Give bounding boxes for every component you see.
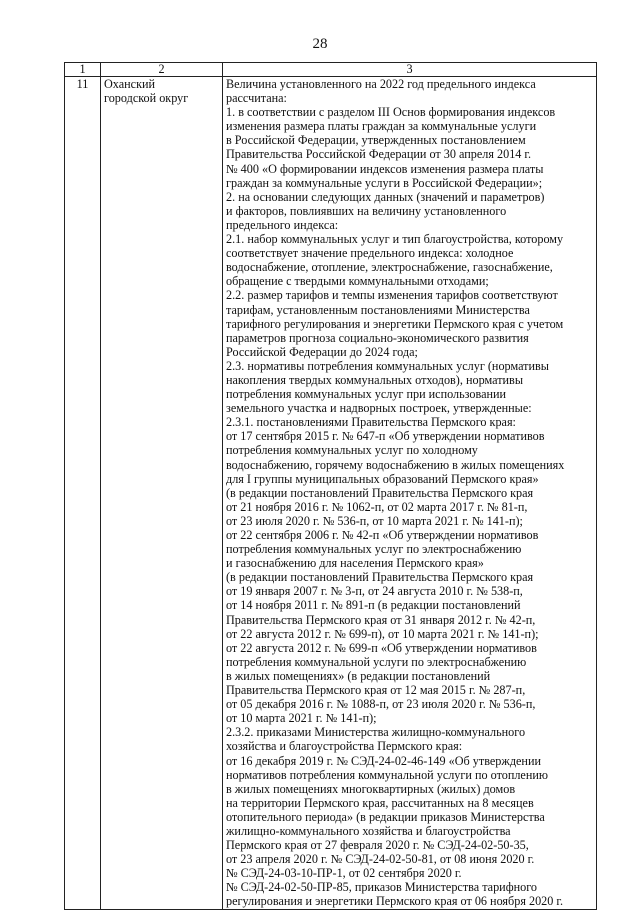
text-line: 2.1. набор коммунальных услуг и тип благоустройства, которому (226, 232, 564, 247)
text-line: и факторов, повлиявших на величину установленного (226, 203, 507, 218)
text-line: в Российской Федерации, утвержденных постановлением (226, 133, 526, 148)
text-line: от 22 августа 2012 г. № 699-п), от 10 марта 2021 г. № 141-п); (226, 626, 539, 641)
text-line: 2.3.1. постановлениями Правительства Пермского края: (226, 415, 516, 430)
text-line: Пермского края от 27 февраля 2020 г. № СЭД-24-02-50-35, (226, 838, 529, 853)
text-line: Величина установленного на 2022 год предельного индекса (226, 77, 536, 91)
text-line: водоснабжению, горячему водоснабжению в жилых помещениях (226, 457, 565, 472)
text-line: в жилых помещениях» (в редакции постановлений (226, 668, 491, 683)
text-line: хозяйства и благоустройства Пермского края: (226, 739, 463, 754)
text-line: от 19 января 2007 г. № 3-п, от 24 августа 2010 г. № 538-п, (226, 584, 523, 599)
text-line: Правительства Российской Федерации от 30 апреля 2014 г. (226, 147, 532, 162)
document-table (64, 62, 597, 910)
column-header-2: 2 (101, 63, 223, 77)
text-line: потребления коммунальной услуги по электроснабжению (226, 654, 527, 669)
text-line: водоснабжение, отопление, электроснабжение, газоснабжение, (226, 260, 553, 275)
text-line: граждан за коммунальные услуги в Российской Федерации»; (226, 175, 543, 190)
text-line: потребления коммунальных услуг по электроснабжению (226, 542, 522, 557)
text-line: потребления коммунальных услуг при использовании (226, 387, 507, 402)
text-line: Оханский (104, 77, 156, 91)
text-line: 1. в соответствии с разделом III Основ формирования индексов (226, 105, 556, 120)
text-line: от 21 ноября 2016 г. № 1062-п, от 02 марта 2017 г. № 81-п, (226, 499, 528, 514)
text-line: 2.3. нормативы потребления коммунальных услуг (нормативы (226, 358, 549, 373)
text-line: накопления твердых коммунальных отходов), нормативы (226, 372, 524, 387)
text-line: соответствует значение предельного индекса: холодное (226, 246, 514, 261)
text-line: в жилых помещениях многоквартирных (жилых) домов (226, 781, 516, 796)
text-line: от 23 июля 2020 г. № 536-п, от 10 марта 2021 г. № 141-п); (226, 513, 523, 528)
text-line: от 05 декабря 2016 г. № 1088-п, от 23 июля 2020 г. № 536-п, (226, 697, 536, 712)
text-line: параметров прогноза социально-экономического развития (226, 330, 529, 345)
text-line: городской округ (104, 91, 189, 106)
text-line: № 400 «О формировании индексов изменения размера платы (226, 161, 544, 176)
text-line: (в редакции постановлений Правительства Пермского края (226, 485, 534, 500)
text-line: от 16 декабря 2019 г. № СЭД-24-02-46-149 «Об утверждении (226, 753, 541, 768)
municipality-name (101, 77, 223, 910)
text-line: жилищно-коммунального хозяйства и благоустройства (226, 823, 511, 838)
text-line: от 22 августа 2012 г. № 699-п «Об утверждении нормативов (226, 640, 537, 655)
text-line: Правительства Пермского края от 31 января 2012 г. № 42-п, (226, 612, 536, 627)
page-number: 28 (312, 36, 328, 52)
column-header-3: 3 (223, 63, 597, 77)
text-line: от 10 марта 2021 г. № 141-п); (226, 711, 377, 726)
text-line: от 22 сентября 2006 г. № 42-п «Об утверждении нормативов (226, 528, 539, 542)
row-number: 11 (65, 77, 101, 910)
text-line: регулирования и энергетики Пермского края от 06 ноября 2020 г. (226, 894, 564, 909)
table-header-row (65, 63, 597, 77)
text-line: для I группы муниципальных образований Пермского края» (226, 471, 539, 486)
text-line: изменения размера платы граждан за коммунальные услуги (226, 119, 537, 134)
table-row (65, 77, 597, 910)
column-header-1: 1 (65, 63, 101, 77)
text-line: 2. на основании следующих данных (значений и параметров) (226, 189, 545, 204)
text-line: от 17 сентября 2015 г. № 647-п «Об утверждении нормативов (226, 429, 545, 444)
text-line: отопительного периода» (в редакции приказов Министерства (226, 809, 545, 824)
text-line: рассчитана: (226, 91, 287, 106)
text-line: и газоснабжению для населения Пермского края» (226, 556, 484, 571)
text-line: тарифного регулирования и энергетики Пермского края с учетом (226, 316, 564, 331)
text-line: 2.2. размер тарифов и темпы изменения тарифов соответствуют (226, 288, 558, 303)
index-description (223, 77, 597, 910)
text-line: (в редакции постановлений Правительства Пермского края (226, 570, 534, 585)
text-line: Российской Федерации до 2024 года; (226, 344, 418, 359)
text-line: на территории Пермского края, рассчитанных на 8 месяцев (226, 795, 534, 810)
text-line: № СЭД-24-02-50-ПР-85, приказов Министерства тарифного (226, 880, 538, 895)
text-line: 2.3.2. приказами Министерства жилищно-коммунального (226, 725, 526, 740)
text-line: от 23 апреля 2020 г. № СЭД-24-02-50-81, от 08 июня 2020 г. (226, 852, 535, 867)
text-line: потребления коммунальных услуг по холодному (226, 443, 478, 458)
text-line: земельного участка и надворных построек, утвержденные: (226, 401, 532, 416)
text-line: обращение с твердыми коммунальными отходами; (226, 274, 489, 289)
text-line: предельного индекса: (226, 217, 339, 232)
text-line: Правительства Пермского края от 12 мая 2015 г. № 287-п, (226, 683, 526, 698)
text-line: от 14 ноября 2011 г. № 891-п (в редакции постановлений (226, 598, 521, 613)
text-line: № СЭД-24-03-10-ПР-1, от 02 сентября 2020 г. (226, 866, 462, 881)
text-line: тарифам, установленным постановлениями Министерства (226, 302, 530, 317)
text-line: нормативов потребления коммунальной услуги по отоплению (226, 767, 548, 782)
